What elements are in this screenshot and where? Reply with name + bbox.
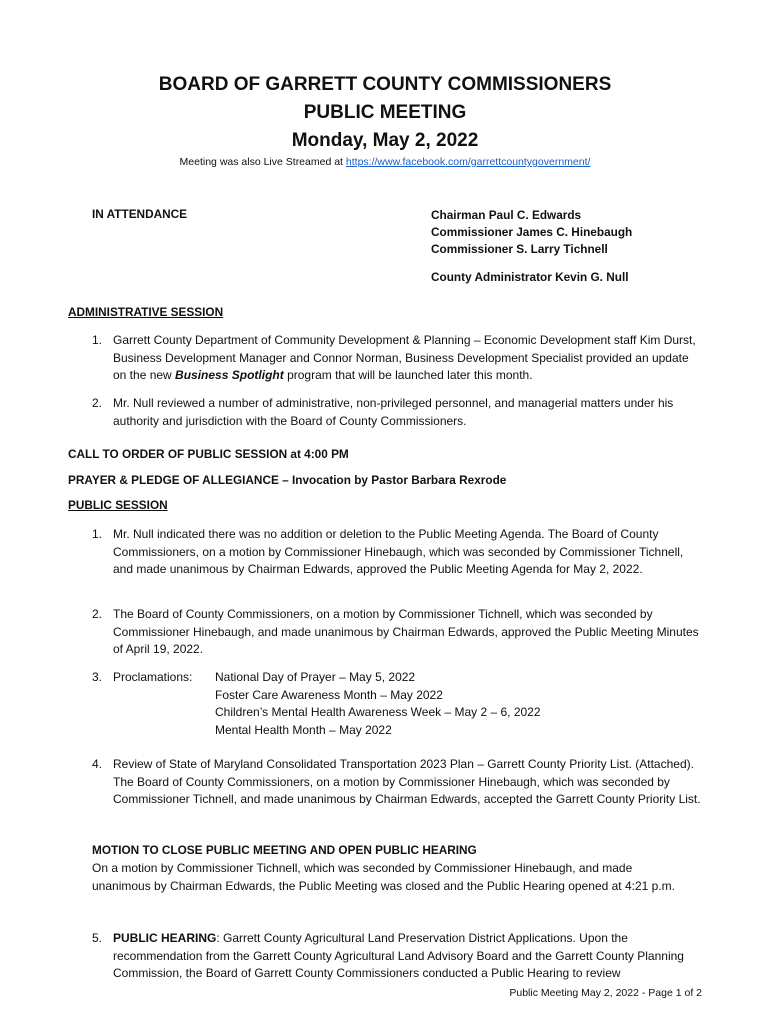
item-text: Mr. Null reviewed a number of administrative, non-privileged personnel, and managerial matters under his authority and jurisdiction with the Board of County Commissioners. [113, 396, 674, 428]
meeting-date: Monday, May 2, 2022 [291, 130, 479, 151]
attendance-list [431, 207, 632, 258]
livestream-link[interactable]: https://www.facebook.com/garrettcountygovernment/ [345, 156, 591, 168]
motion-heading: MOTION TO CLOSE PUBLIC MEETING AND OPEN PUBLIC HEARING [92, 843, 477, 857]
proclamations-list [215, 669, 541, 739]
item-text: PUBLIC HEARING: Garrett County Agricultural Land Preservation District Applications. Upon the recommendation from the Garrett County Agricultural Land Advisory Board and the Garrett County Planning Commission, the Board of Garrett County Commissioners conducted a Public Hearing to review [113, 931, 684, 980]
item-number: 4. [92, 757, 103, 771]
list-item [92, 395, 702, 430]
list-item [92, 332, 702, 385]
proclamations-item [92, 669, 702, 741]
business-spotlight-emphasis: Business Spotlight [175, 368, 284, 382]
item-text: Mr. Null indicated there was no addition or deletion to the Public Meeting Agenda. The Board of County Commissioners, on a motion by Commissioner Hinebaugh, which was seconded by Commissioner Tichnell, and made unanimous by Chairman Edwards, approved the Public Meeting Agenda for May 2, 2022. [113, 527, 684, 576]
proclamation: Mental Health Month – May 2022 [215, 722, 392, 737]
public-hearing-item [92, 930, 702, 983]
attendee: Commissioner S. Larry Tichnell [431, 242, 608, 256]
item-number: 1. [92, 333, 103, 347]
page-footer: Public Meeting May 2, 2022 - Page 1 of 2 [509, 987, 702, 999]
item-text: Review of State of Maryland Consolidated Transportation 2023 Plan – Garrett County Priority List. (Attached). The Board of County Commissioners, on a motion by Commissioner Hinebaugh, which was seconded by Commissioner Tichnell, and made unanimous by Chairman Edwards, accepted the Garrett County Priority List. [113, 757, 701, 806]
item-number: 2. [92, 607, 103, 621]
item-number: 1. [92, 527, 103, 541]
item-text: The Board of County Commissioners, on a motion by Commissioner Tichnell, which was seconded by Commissioner Hinebaugh, and made unanimous by Chairman Edwards, approved the Public Meeting Minutes of April 19, 2022. [113, 607, 699, 656]
proclamation: National Day of Prayer – May 5, 2022 [215, 670, 416, 684]
list-item [92, 756, 702, 809]
board-title: BOARD OF GARRETT COUNTY COMMISSIONERS [158, 74, 612, 95]
item-number: 2. [92, 396, 103, 410]
attendance-administrator: County Administrator Kevin G. Null [431, 270, 629, 284]
admin-session-heading: ADMINISTRATIVE SESSION [68, 305, 224, 319]
public-hearing-label: PUBLIC HEARING [113, 931, 217, 945]
proclamation: Foster Care Awareness Month – May 2022 [215, 687, 443, 702]
motion-text: On a motion by Commissioner Tichnell, which was seconded by Commissioner Hinebaugh, and made unanimous by Chairman Edwards, the Public Meeting was closed and the Public Hearing opened at 4:21 p.m. [92, 861, 676, 893]
item-number: 5. [92, 931, 103, 945]
attendance-label: IN ATTENDANCE [92, 207, 188, 221]
attendee: Commissioner James C. Hinebaugh [431, 225, 633, 239]
call-to-order-heading: CALL TO ORDER OF PUBLIC SESSION at 4:00 PM [68, 447, 349, 461]
item-number: 3. [92, 670, 103, 684]
livestream-text: Meeting was also Live Streamed at [179, 156, 346, 168]
item-text: Garrett County Department of Community Development & Planning – Economic Development staff Kim Durst, Business Development Manager and Connor Norman, Business Development Specialist provided an update on the new Business Spotlight program that will be launched later this month. [113, 333, 696, 382]
proclamation: Children’s Mental Health Awareness Week – May 2 – 6, 2022 [215, 705, 541, 719]
meeting-title: PUBLIC MEETING [303, 102, 467, 123]
attendee: Chairman Paul C. Edwards [431, 208, 582, 222]
prayer-heading: PRAYER & PLEDGE OF ALLEGIANCE – Invocation by Pastor Barbara Rexrode [68, 473, 507, 487]
livestream-note [0, 156, 770, 168]
list-item [92, 526, 702, 579]
list-item [92, 606, 702, 659]
public-session-heading: PUBLIC SESSION [68, 498, 168, 512]
proclamations-label: Proclamations: [113, 670, 193, 684]
